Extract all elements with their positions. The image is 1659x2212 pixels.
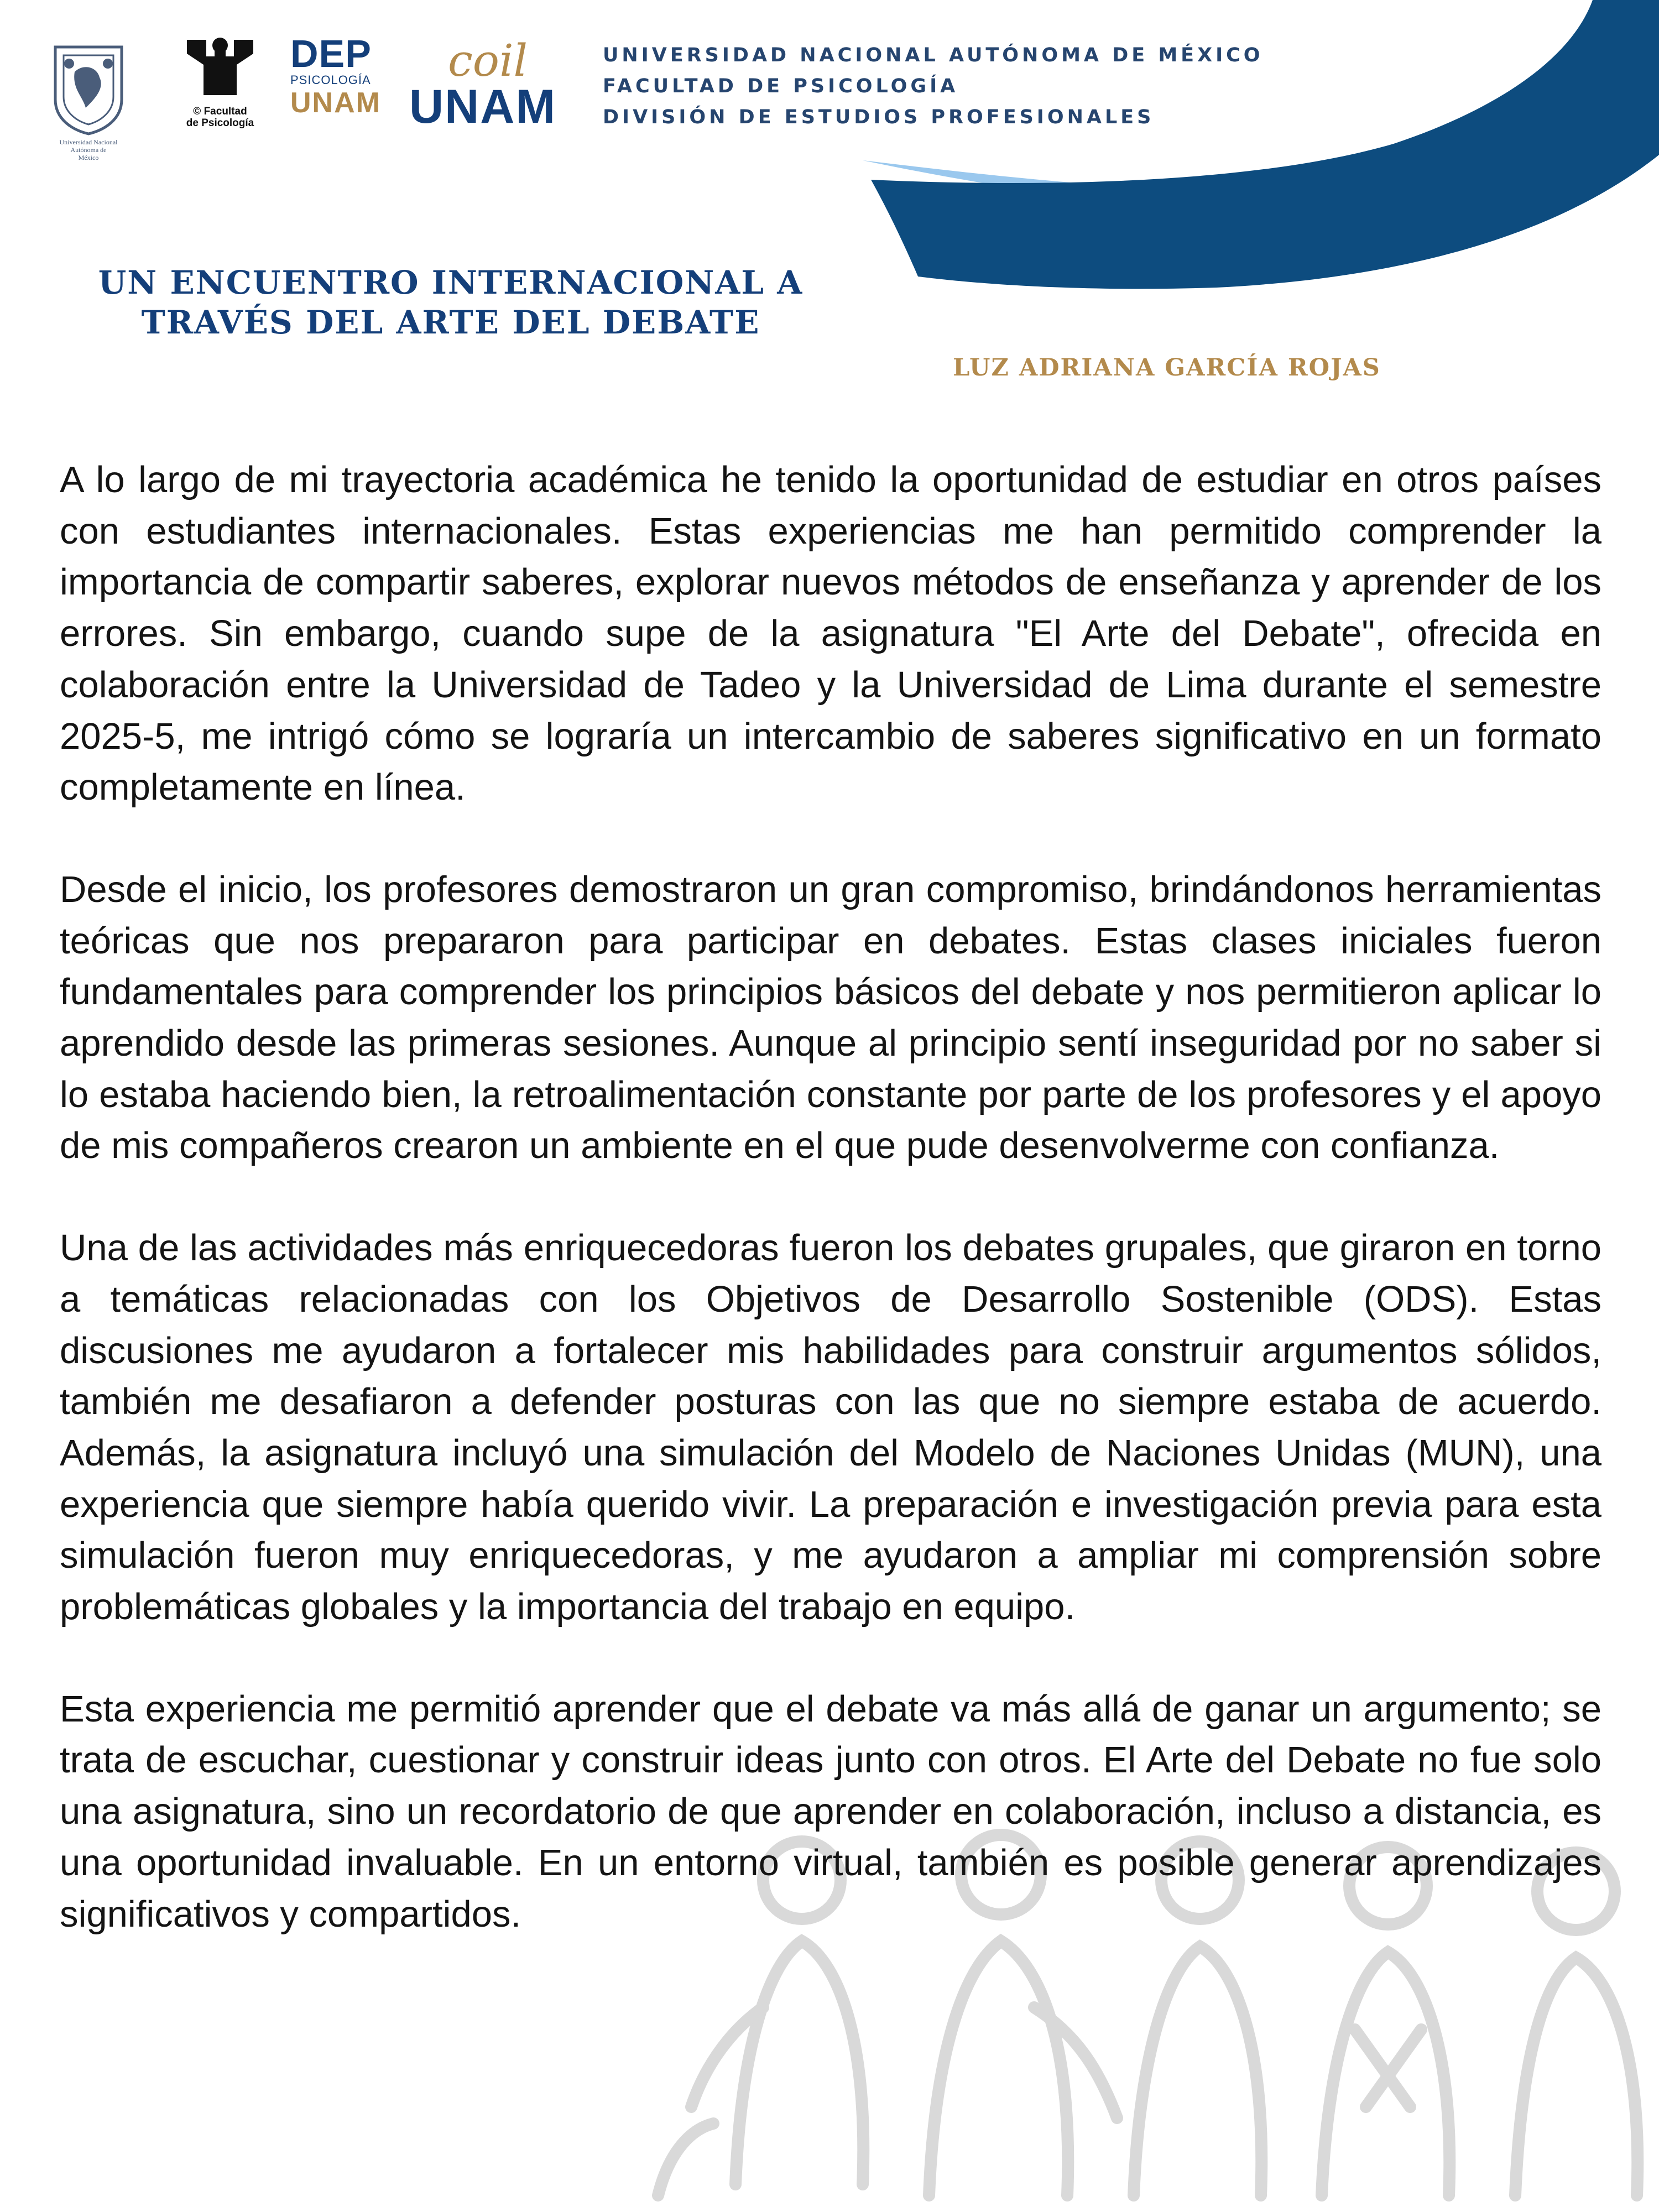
fp-caption-line: de Psicología [186,117,254,129]
dep-logo-main: DEP [290,32,372,75]
dep-psicologia-logo [290,34,384,145]
coil-unam-logo [409,35,559,133]
article-paragraph: Una de las actividades más enriquecedoras fueron los debates grupales, que giraron en torno a temáticas relacionadas con los Objetivos de Desarrollo Sostenible (ODS). Estas discusiones me ayudaron a fortalecer mis habilidades para construir argumentos sólidos, también me desafiaron a defender posturas con las que no siempre estaba de acuerdo. Además, la asignatura incluyó una simulación del Modelo de Naciones Unidas (MUN), una experiencia que siempre había querido vivir. La preparación e investigación previa para esta simulación fueron muy enriquecedoras, y me ayudaron a ampliar mi comprensión sobre problemáticas globales y la importancia del trabajo en equipo. [60,1227,1601,1628]
facultad-psicologia-logo [176,34,270,145]
institution-faculty: FACULTAD DE PSICOLOGÍA [603,75,959,97]
facultad-psicologia-emblem-icon [176,34,264,101]
coil-logo-script: coil [448,35,528,86]
article-paragraph: Desde el inicio, los profesores demostraron un gran compromiso, brindándonos herramientas teóricas que nos prepararon para participar en debates. Estas clases iniciales fueron fundamentales para comprender los principios básicos del debate y nos permitieron aplicar lo aprendido desde las primeras sesiones. Aunque al principio sentí inseguridad por no saber si lo estaba haciendo bien, la retroalimentación constante por parte de los profesores y el apoyo de mis compañeros crearon un ambiente en el que pude desenvolverme con confianza. [60,868,1601,1167]
article-paragraph: Esta experiencia me permitió aprender que el debate va más allá de ganar un argumento; se trata de escuchar, cuestionar y construir ideas junto con otros. El Arte del Debate no fue solo una asignatura, sino un recordatorio de que aprender en colaboración, incluso a distancia, es una oportunidad invaluable. En un entorno virtual, también es posible generar aprendizajes significativos y compartidos. [60,1688,1601,1935]
article-author: LUZ ADRIANA GARCÍA ROJAS [953,354,1381,382]
article-title-line: UN ENCUENTRO INTERNACIONAL A [98,264,804,301]
fp-caption-line: © Facultad [193,106,247,117]
coil-logo-unam: UNAM [409,80,556,133]
unam-caption-line: México [78,154,99,161]
institution-block [603,40,1264,133]
dep-logo-sub: PSICOLOGÍA [290,73,371,87]
article-title-line: TRAVÉS DEL ARTE DEL DEBATE [141,304,760,341]
unam-caption-line: Universidad Nacional [59,138,118,146]
unam-logo [44,39,138,166]
unam-caption-line: Autónoma de [70,146,107,154]
unam-seal-icon [44,39,133,135]
institution-division: DIVISIÓN DE ESTUDIOS PROFESIONALES [603,106,1155,128]
institution-university: UNIVERSIDAD NACIONAL AUTÓNOMA DE MÉXICO [603,44,1264,66]
page-header [0,0,1659,254]
article-title [83,263,818,342]
article-paragraph: A lo largo de mi trayectoria académica he tenido la oportunidad de estudiar en otros países con estudiantes internacionales. Estas experiencias me han permitido comprender la importancia de compartir saberes, explorar nuevos métodos de enseñanza y aprender de los errores. Sin embargo, cuando supe de la asignatura "El Arte del Debate", ofrecida en colaboración entre la Universidad de Tadeo y la Universidad de Lima durante el semestre 2025-5, me intrigó cómo se lograría un intercambio de saberes significativo en un formato completamente en línea. [60,459,1601,808]
article-body [60,455,1601,1991]
dep-logo-unam: UNAM [290,87,381,119]
